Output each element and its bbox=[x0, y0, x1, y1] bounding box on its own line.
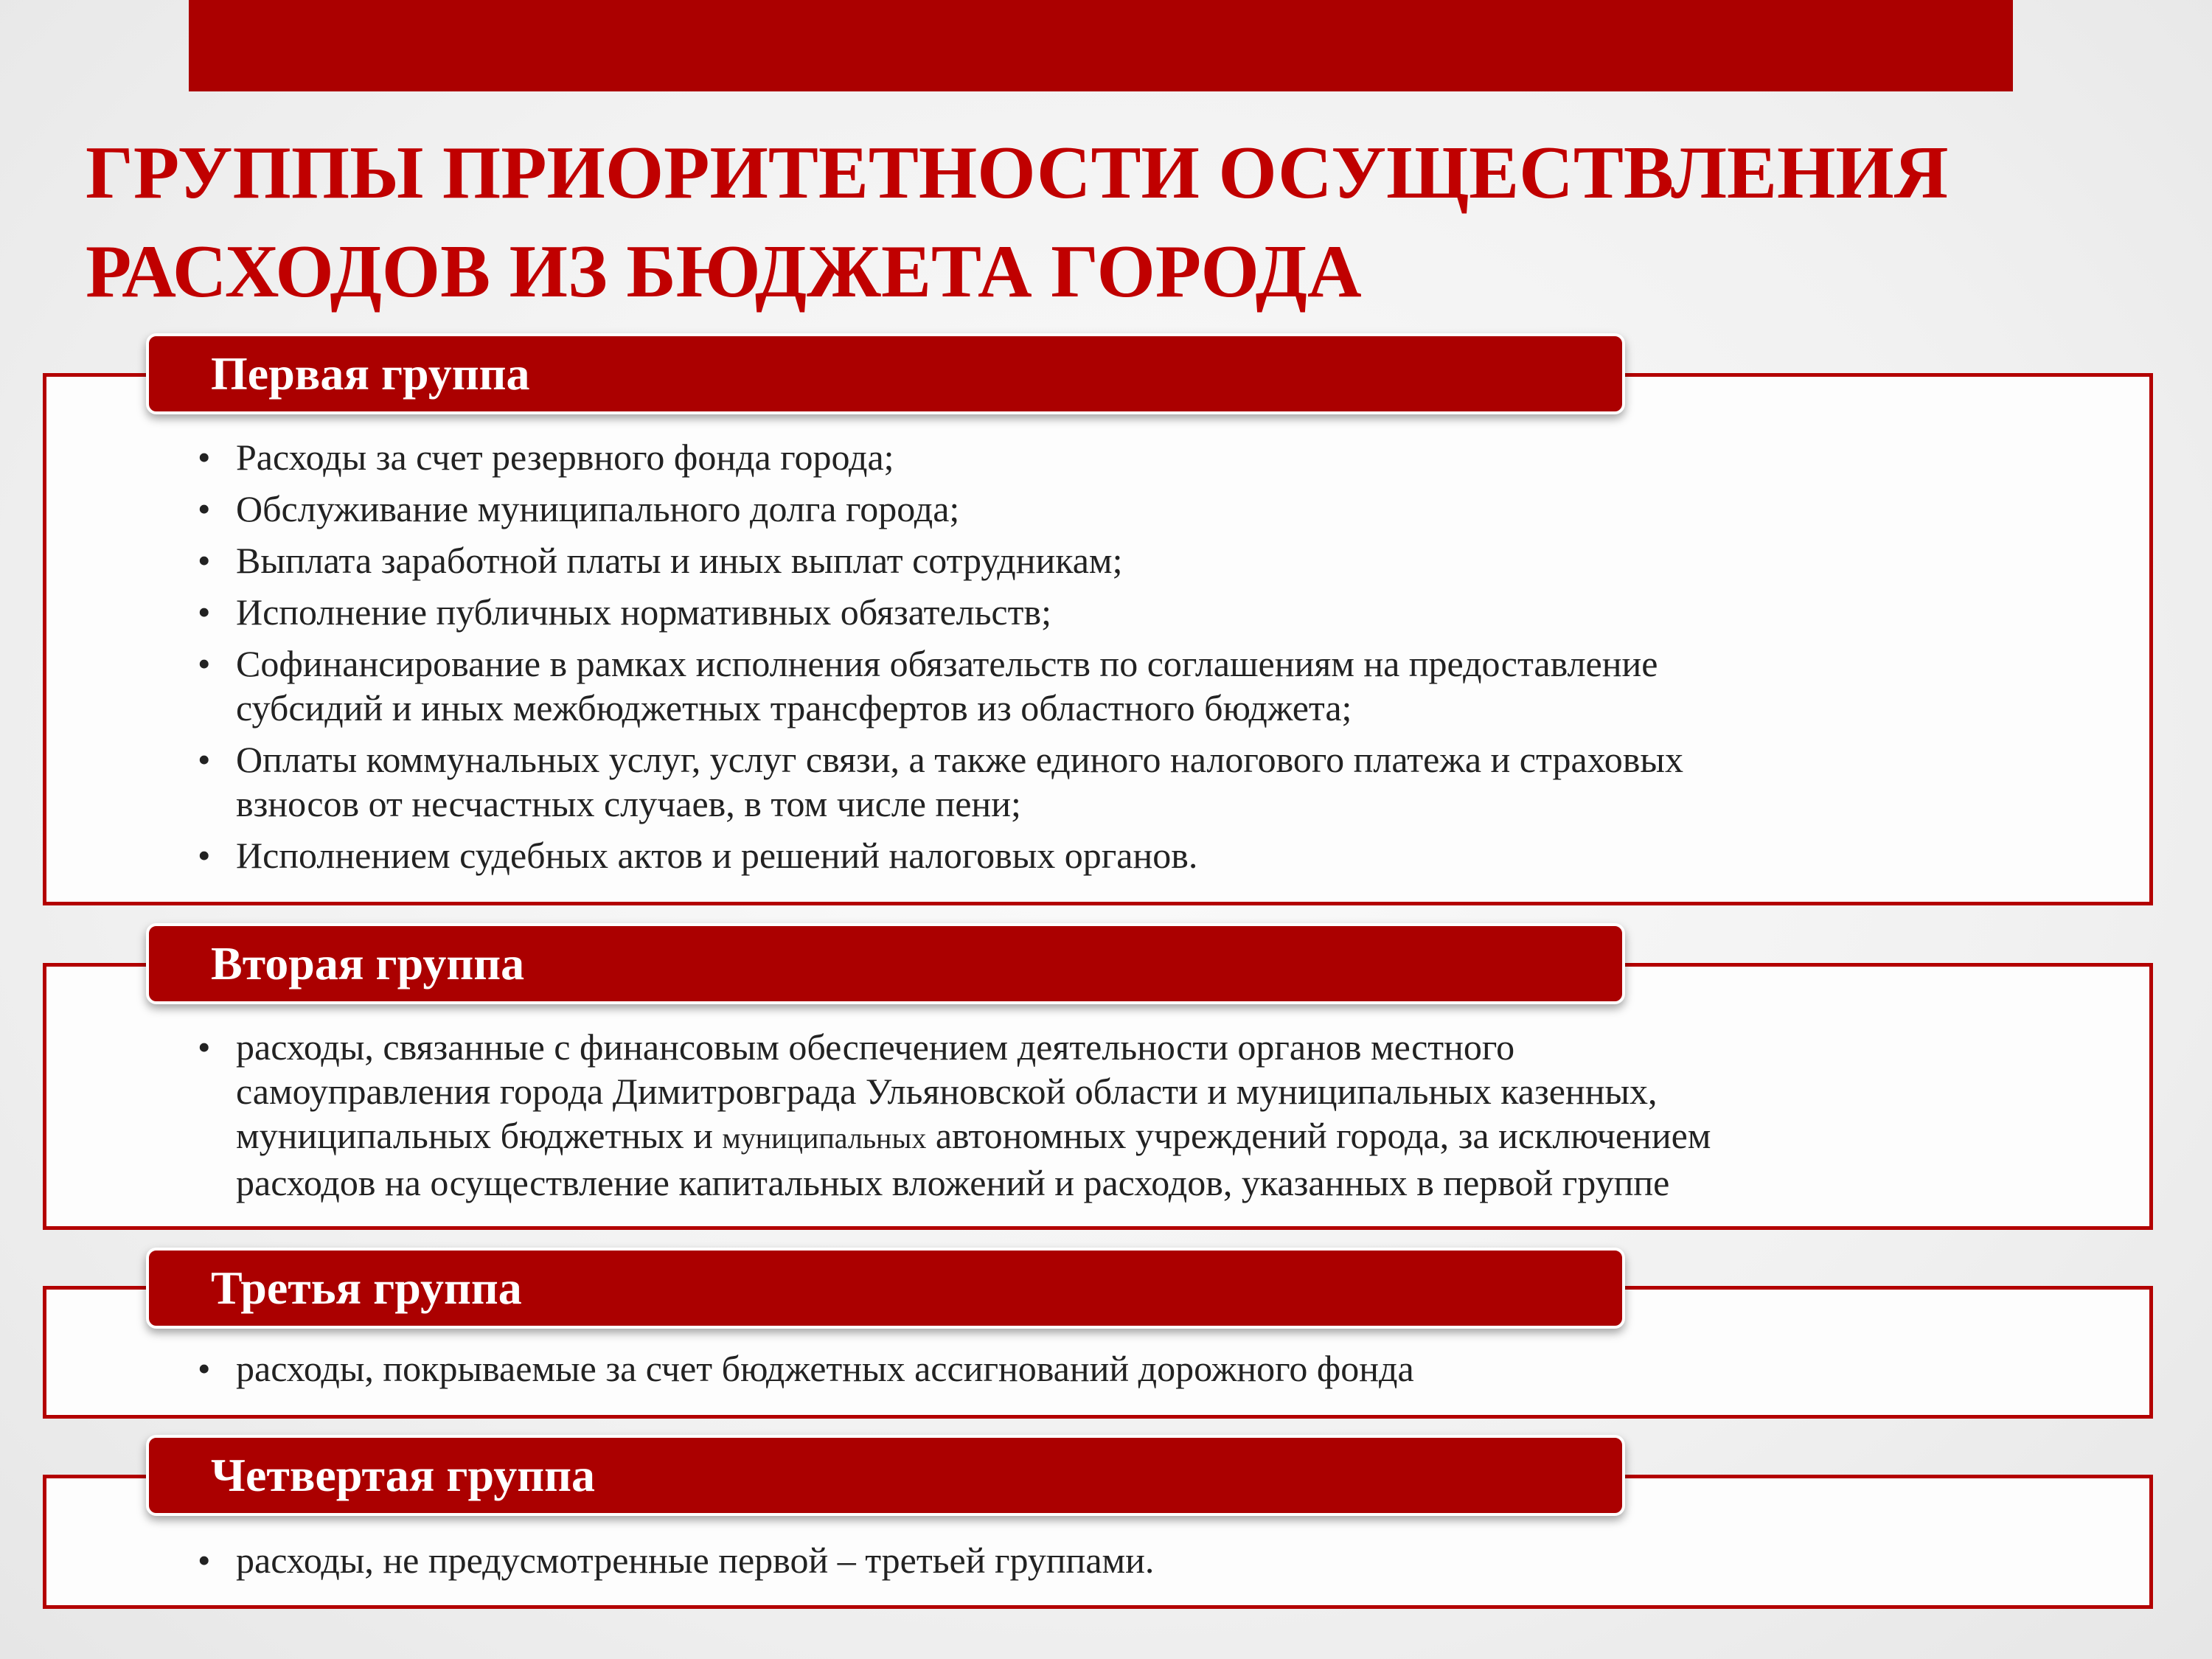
bullet-icon: • bbox=[198, 540, 211, 581]
list-item: • Выплата заработной платы и иных выплат сотрудникам; bbox=[198, 540, 1123, 581]
list-item: • расходы, покрываемые за счет бюджетных ассигнований дорожного фонда bbox=[198, 1348, 1414, 1389]
group-header-first: Первая группа bbox=[146, 333, 1625, 414]
list-item: • Обслуживание муниципального долга города; bbox=[198, 488, 960, 529]
top-accent-bar bbox=[189, 0, 2013, 91]
group-items-second bbox=[198, 1025, 2129, 1205]
bullet-icon: • bbox=[198, 835, 211, 876]
bullet-icon: • bbox=[198, 643, 211, 684]
list-item: • Расходы за счет резервного фонда города; bbox=[198, 437, 894, 478]
bullet-icon: • bbox=[198, 1540, 211, 1581]
page-title-line-1: ГРУППЫ ПРИОРИТЕТНОСТИ ОСУЩЕСТВЛЕНИЯ bbox=[86, 131, 1949, 215]
list-item: • Исполнение публичных нормативных обязательств; bbox=[198, 591, 1051, 633]
list-item: • Оплаты коммунальных услуг, услуг связи, а также единого налогового платежа и страховых взносов от несчастных случаев, в том числе пени; bbox=[198, 739, 1683, 824]
group-header-fourth: Четвертая группа bbox=[146, 1435, 1625, 1516]
group-items-fourth bbox=[198, 1538, 2129, 1582]
list-item: • расходы, связанные с финансовым обеспечением деятельности органов местного самоуправления города Димитровграда Ульяновской области и муниципальных казенных, муниципальных бюджетных и муниципальных автономных учреждений города, за исключением расходов на осуществление капитальных вложений и расходов, указанных в первой группе bbox=[198, 1026, 1711, 1203]
page-title bbox=[86, 124, 2076, 321]
bullet-icon: • bbox=[198, 1026, 211, 1068]
bullet-icon: • bbox=[198, 739, 211, 780]
bullet-icon: • bbox=[198, 488, 211, 529]
page-title-line-2: РАСХОДОВ ИЗ БЮДЖЕТА ГОРОДА bbox=[86, 230, 1362, 313]
list-item: • расходы, не предусмотренные первой – третьей группами. bbox=[198, 1540, 1155, 1581]
group-items-third bbox=[198, 1346, 2129, 1391]
list-item: • Исполнением судебных актов и решений налоговых органов. bbox=[198, 835, 1198, 876]
bullet-icon: • bbox=[198, 437, 211, 478]
group-header-second: Вторая группа bbox=[146, 923, 1625, 1004]
list-item: • Софинансирование в рамках исполнения обязательств по соглашениям на предоставление субсидий и иных межбюджетных трансфертов из областного бюджета; bbox=[198, 643, 1658, 728]
group-items-first bbox=[198, 435, 2129, 885]
group-header-third: Третья группа bbox=[146, 1248, 1625, 1329]
bullet-icon: • bbox=[198, 1348, 211, 1389]
bullet-icon: • bbox=[198, 591, 211, 633]
